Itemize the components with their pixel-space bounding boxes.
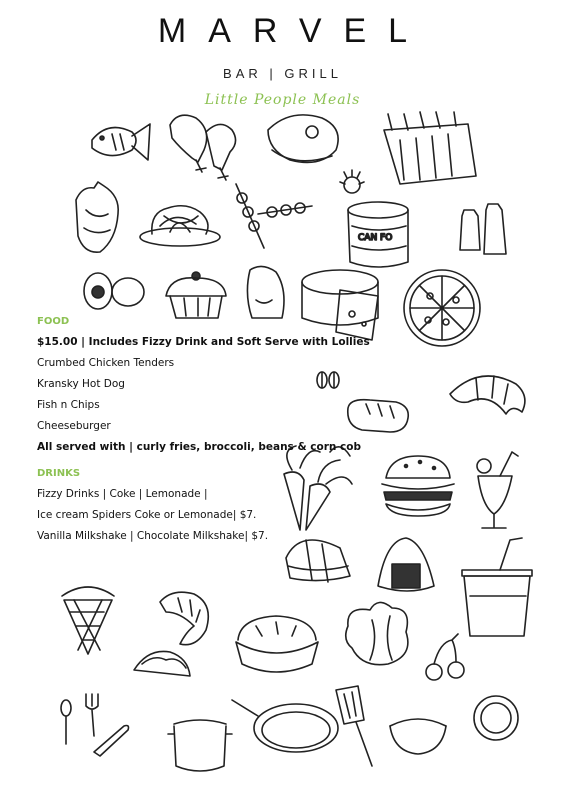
food-item: Cheeseburger [37,420,111,432]
burger-icon [382,456,454,516]
sunflower-icon [340,170,364,193]
steak-icon [268,115,338,163]
eggs-icon [84,273,144,309]
croissant-icon [450,376,525,414]
plate-icon [474,696,518,740]
drink-item: Vanilla Milkshake | Chocolate Milkshake| $7. [37,530,269,542]
pot-icon [168,720,232,771]
menu-title: Little People Meals [204,92,361,108]
cupcake-icon [166,272,226,318]
spaghetti-icon [140,206,220,246]
shrimp-icon [160,592,208,645]
cocktail-icon [477,452,518,528]
kebab-icon [236,184,312,248]
can-label: CAN FO [358,233,393,243]
brand-title: MARVEL [157,12,430,50]
food-item: Crumbed Chicken Tenders [37,357,175,369]
food-item: Kransky Hot Dog [37,378,125,390]
taco-icon [134,651,190,676]
cutlery-icon [61,694,129,756]
served-with-line: All served with | curly fries, broccoli, beans & corn cob [37,441,361,453]
brand-subtitle: BAR | GRILL [223,66,342,81]
food-price-line: $15.00 | Includes Fizzy Drink and Soft Serve with Lollies [37,336,370,348]
menu-text [37,316,370,551]
lettuce-icon [346,602,408,664]
food-heading: FOOD [37,316,70,327]
frying-pan-icon [232,700,338,752]
rice-ball-icon [378,538,434,591]
drink-item: Ice cream Spiders Coke or Lemonade| $7. [37,509,257,521]
cherries-icon [426,634,464,680]
food-item: Fish n Chips [37,399,100,411]
drinks-heading: DRINKS [37,468,81,479]
bowl-icon [390,719,446,754]
salt-pepper-icon [460,204,506,254]
pizza-icon [404,270,480,346]
drink-cup-icon [462,538,532,636]
drink-item: Fizzy Drinks | Coke | Lemonade | [37,488,208,500]
pie-icon [236,616,318,672]
chicken-drumstick-icon [170,115,236,180]
ice-cream-icon [247,266,284,318]
spatula-icon [336,686,372,766]
ribs-icon [384,112,476,184]
roast-chicken-icon [76,182,118,252]
ice-cream-cone-icon [62,587,114,654]
fish-icon [92,124,150,160]
